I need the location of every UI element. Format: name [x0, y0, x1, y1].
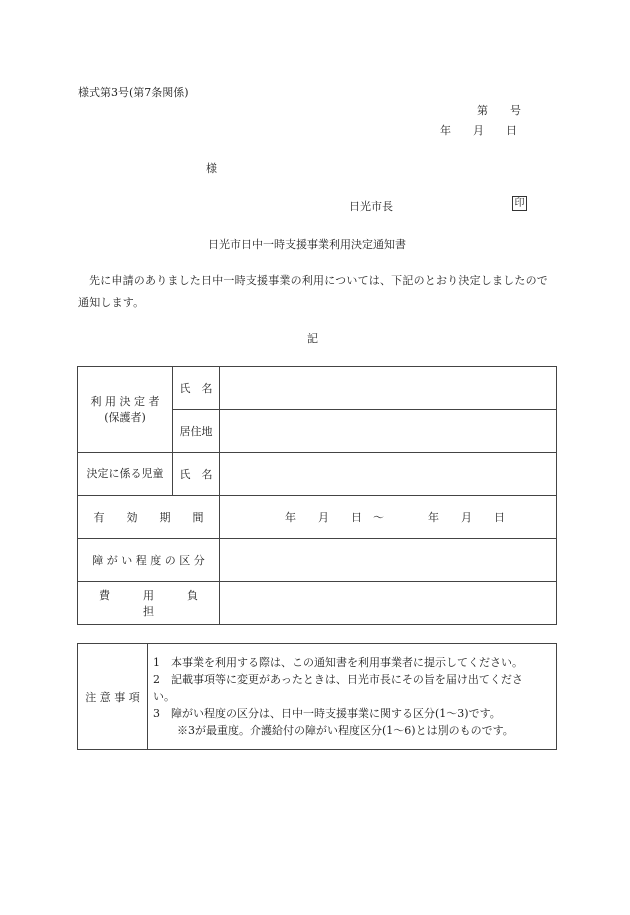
child-label: 決定に係る児童 — [78, 453, 173, 496]
issuer-name: 日光市長 — [349, 200, 393, 213]
period-label: 有 効 期 間 — [78, 496, 220, 539]
address-label: 居住地 — [173, 410, 220, 453]
child-name-label: 氏 名 — [173, 453, 220, 496]
note-item-3-remark: ※3が最重度。介護給付の障がい程度区分(1～6)とは別のものです。 — [177, 724, 514, 737]
note-item-1: 1 本事業を利用する際は、この通知書を利用事業者に提示してください。 — [153, 656, 523, 669]
decider-label: 利 用 決 定 者 — [90, 394, 160, 408]
decider-address-field[interactable] — [220, 410, 557, 453]
decision-table — [77, 366, 557, 625]
form-number: 様式第3号(第7条関係) — [78, 86, 189, 99]
cost-label: 費 用 負 担 — [78, 582, 220, 625]
addressee-honorific: 様 — [206, 162, 217, 175]
document-number: 第 号 — [477, 104, 521, 117]
document-date: 年 月 日 — [440, 124, 517, 137]
cost-field[interactable] — [220, 582, 557, 625]
notes-label: 注 意 事 項 — [78, 644, 148, 750]
ki-heading: 記 — [307, 332, 318, 345]
table-row — [78, 582, 557, 625]
table-row — [78, 453, 557, 496]
table-row — [78, 496, 557, 539]
table-row — [78, 367, 557, 410]
name-label: 氏 名 — [173, 367, 220, 410]
table-row — [78, 539, 557, 582]
document-title: 日光市日中一時支援事業利用決定通知書 — [208, 238, 406, 251]
seal-mark: 印 — [512, 196, 527, 211]
note-item-2: 2 記載事項等に変更があったときは、日光市長にその旨を届け出てくださ — [153, 673, 523, 686]
table-row — [78, 644, 557, 750]
child-name-field[interactable] — [220, 453, 557, 496]
decider-label-cell — [78, 367, 173, 453]
period-value[interactable]: 年 月 日 ～ 年 月 日 — [220, 496, 557, 539]
decider-name-field[interactable] — [220, 367, 557, 410]
body-text: 先に申請のありました日中一時支援事業の利用については、下記のとおり決定しましたので通知します。 — [78, 274, 548, 309]
notes-table — [77, 643, 557, 750]
disability-label: 障 が い 程 度 の 区 分 — [78, 539, 220, 582]
notes-body — [148, 644, 557, 750]
disability-field[interactable] — [220, 539, 557, 582]
note-item-2-cont: い。 — [153, 690, 175, 703]
note-item-3: 3 障がい程度の区分は、日中一時支援事業に関する区分(1～3)です。 — [153, 707, 501, 720]
decider-sublabel: (保護者) — [104, 410, 146, 424]
